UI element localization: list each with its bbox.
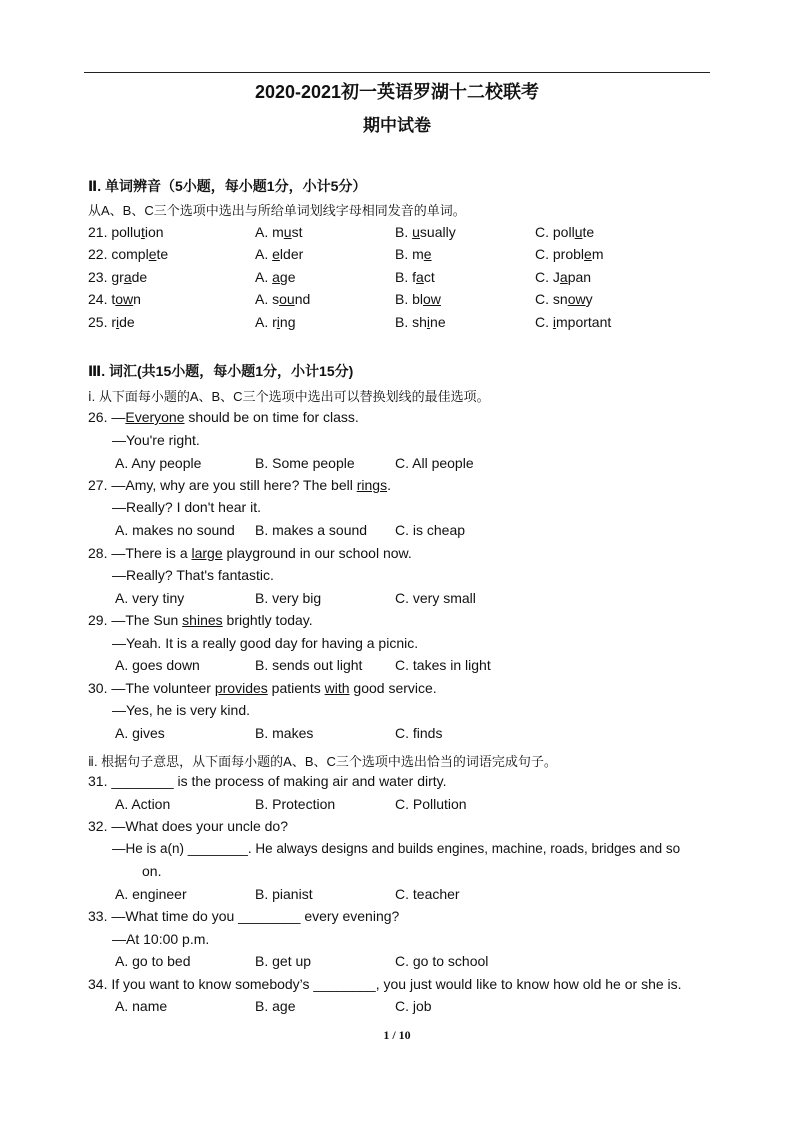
- q32-option-b: B. pianist: [255, 886, 313, 902]
- phonetics-21-q: 21. pollution: [88, 224, 164, 240]
- q27-option-b: B. makes a sound: [255, 522, 368, 538]
- underlined-letters: a: [123, 269, 132, 285]
- underlined-word: provides: [214, 680, 268, 696]
- q34-option-b: B. age: [255, 998, 296, 1014]
- underlined-letters: a: [416, 269, 424, 285]
- q29-option-c: C. takes in light: [395, 657, 491, 673]
- q28-option-c: C. very small: [395, 590, 476, 606]
- underlined-letters: u: [283, 224, 292, 240]
- phonetics-23-a: A. age: [255, 269, 296, 285]
- phonetics-23-c: C. Japan: [535, 269, 592, 285]
- phonetics-22-b: B. me: [395, 246, 432, 262]
- question-32-reply: —He is a(n) ________. He always designs and builds engines, machine, roads, bridges and so: [112, 841, 681, 856]
- underlined-word: with: [324, 680, 350, 696]
- q26-option-b: B. Some people: [255, 455, 355, 471]
- question-28-reply: —Really? That's fantastic.: [112, 567, 274, 583]
- section-2-heading: Ⅱ. 单词辨音（5小题，每小题1分，小计5分）: [88, 178, 367, 194]
- question-32: 32. —What does your uncle do?: [88, 818, 289, 834]
- question-32-reply-cont: on.: [142, 863, 162, 879]
- underlined-letters: i: [552, 314, 557, 330]
- section-3-heading: Ⅲ. 词汇(共15小题，每小题1分，小计15分): [88, 363, 354, 379]
- phonetics-24-q: 24. town: [88, 291, 141, 307]
- question-29: 29. —The Sun shines brightly today.: [88, 612, 313, 628]
- q31-option-c: C. Pollution: [395, 796, 467, 812]
- question-29-reply: —Yeah. It is a really good day for having a picnic.: [112, 635, 419, 651]
- phonetics-24-c: C. snowy: [535, 291, 593, 307]
- underlined-word: rings: [356, 477, 388, 493]
- underlined-letters: a: [559, 269, 568, 285]
- question-26-reply: —You're right.: [112, 432, 200, 448]
- q33-option-c: C. go to school: [395, 953, 489, 969]
- section-3-part-1-instruction: ⅰ. 从下面每小题的A、B、C三个选项中选出可以替换划线的最佳选项。: [88, 389, 490, 404]
- underlined-letters: i: [116, 314, 120, 330]
- underlined-letters: e: [423, 246, 432, 262]
- header-rule: [84, 72, 710, 73]
- q34-option-c: C. job: [395, 998, 432, 1014]
- underlined-letters: t: [140, 224, 145, 240]
- q27-option-c: C. is cheap: [395, 522, 466, 538]
- q29-option-a: A. goes down: [115, 657, 200, 673]
- q29-option-b: B. sends out light: [255, 657, 363, 673]
- question-31: 31. ________ is the process of making air and water dirty.: [88, 773, 447, 789]
- q34-option-a: A. name: [115, 998, 168, 1014]
- question-26: 26. —Everyone should be on time for class.: [88, 409, 359, 425]
- underlined-word: Everyone: [125, 409, 185, 425]
- question-27: 27. —Amy, why are you still here? The bell rings.: [88, 477, 391, 493]
- phonetics-21-b: B. usually: [395, 224, 456, 240]
- page-number: 1 / 10: [383, 1028, 411, 1042]
- q33-option-b: B. get up: [255, 953, 312, 969]
- phonetics-25-c: C. important: [535, 314, 612, 330]
- q27-option-a: A. makes no sound: [115, 522, 235, 538]
- question-28: 28. —There is a large playground in our school now.: [88, 545, 412, 561]
- underlined-letters: ou: [279, 291, 295, 307]
- section-3-part-2-instruction: ⅱ. 根据句子意思，从下面每小题的A、B、C三个选项中选出恰当的词语完成句子。: [88, 754, 557, 769]
- phonetics-23-q: 23. grade: [88, 269, 148, 285]
- question-34: 34. If you want to know somebody’s ________, you just would like to know how old he or she is.: [88, 976, 682, 992]
- page-subtitle: 期中试卷: [363, 116, 431, 135]
- q30-option-a: A. gives: [115, 725, 165, 741]
- q28-option-b: B. very big: [255, 590, 322, 606]
- underlined-letters: ow: [115, 291, 134, 307]
- q31-option-b: B. Protection: [255, 796, 336, 812]
- q33-option-a: A. go to bed: [115, 953, 191, 969]
- underlined-letters: u: [574, 224, 583, 240]
- question-30: 30. —The volunteer provides patients with good service.: [88, 680, 437, 696]
- question-33-reply: —At 10:00 p.m.: [112, 931, 210, 947]
- q31-option-a: A. Action: [115, 796, 171, 812]
- phonetics-23-b: B. fact: [395, 269, 435, 285]
- q32-option-a: A. engineer: [115, 886, 187, 902]
- underlined-letters: e: [584, 246, 592, 262]
- phonetics-25-q: 25. ride: [88, 314, 135, 330]
- question-30-reply: —Yes, he is very kind.: [112, 702, 250, 718]
- underlined-letters: a: [272, 269, 280, 285]
- underlined-letters: u: [412, 224, 420, 240]
- phonetics-24-b: B. blow: [395, 291, 441, 307]
- q32-option-c: C. teacher: [395, 886, 460, 902]
- underlined-letters: ow: [423, 291, 441, 307]
- phonetics-24-a: A. sound: [255, 291, 311, 307]
- q26-option-c: C. All people: [395, 455, 474, 471]
- page-title: 2020-2021初一英语罗湖十二校联考: [254, 82, 540, 102]
- question-33: 33. —What time do you ________ every evening?: [88, 908, 400, 924]
- q30-option-c: C. finds: [395, 725, 443, 741]
- phonetics-22-q: 22. complete: [88, 246, 169, 262]
- q26-option-a: A. Any people: [115, 455, 202, 471]
- underlined-letters: e: [148, 246, 157, 262]
- phonetics-25-b: B. shine: [395, 314, 446, 330]
- underlined-letters: ow: [567, 291, 586, 307]
- question-27-reply: —Really? I don't hear it.: [112, 499, 261, 515]
- q30-option-b: B. makes: [255, 725, 314, 741]
- q28-option-a: A. very tiny: [115, 590, 185, 606]
- phonetics-25-a: A. ring: [255, 314, 296, 330]
- underlined-letters: i: [426, 314, 431, 330]
- underlined-letters: i: [276, 314, 280, 330]
- phonetics-21-c: C. pollute: [535, 224, 595, 240]
- section-2-instruction: 从A、B、C三个选项中选出与所给单词划线字母相同发音的单词。: [88, 203, 466, 218]
- phonetics-22-c: C. problem: [535, 246, 604, 262]
- phonetics-22-a: A. elder: [255, 246, 304, 262]
- underlined-word: shines: [182, 612, 223, 628]
- underlined-word: large: [191, 545, 223, 561]
- phonetics-21-a: A. must: [255, 224, 303, 240]
- underlined-letters: e: [272, 246, 280, 262]
